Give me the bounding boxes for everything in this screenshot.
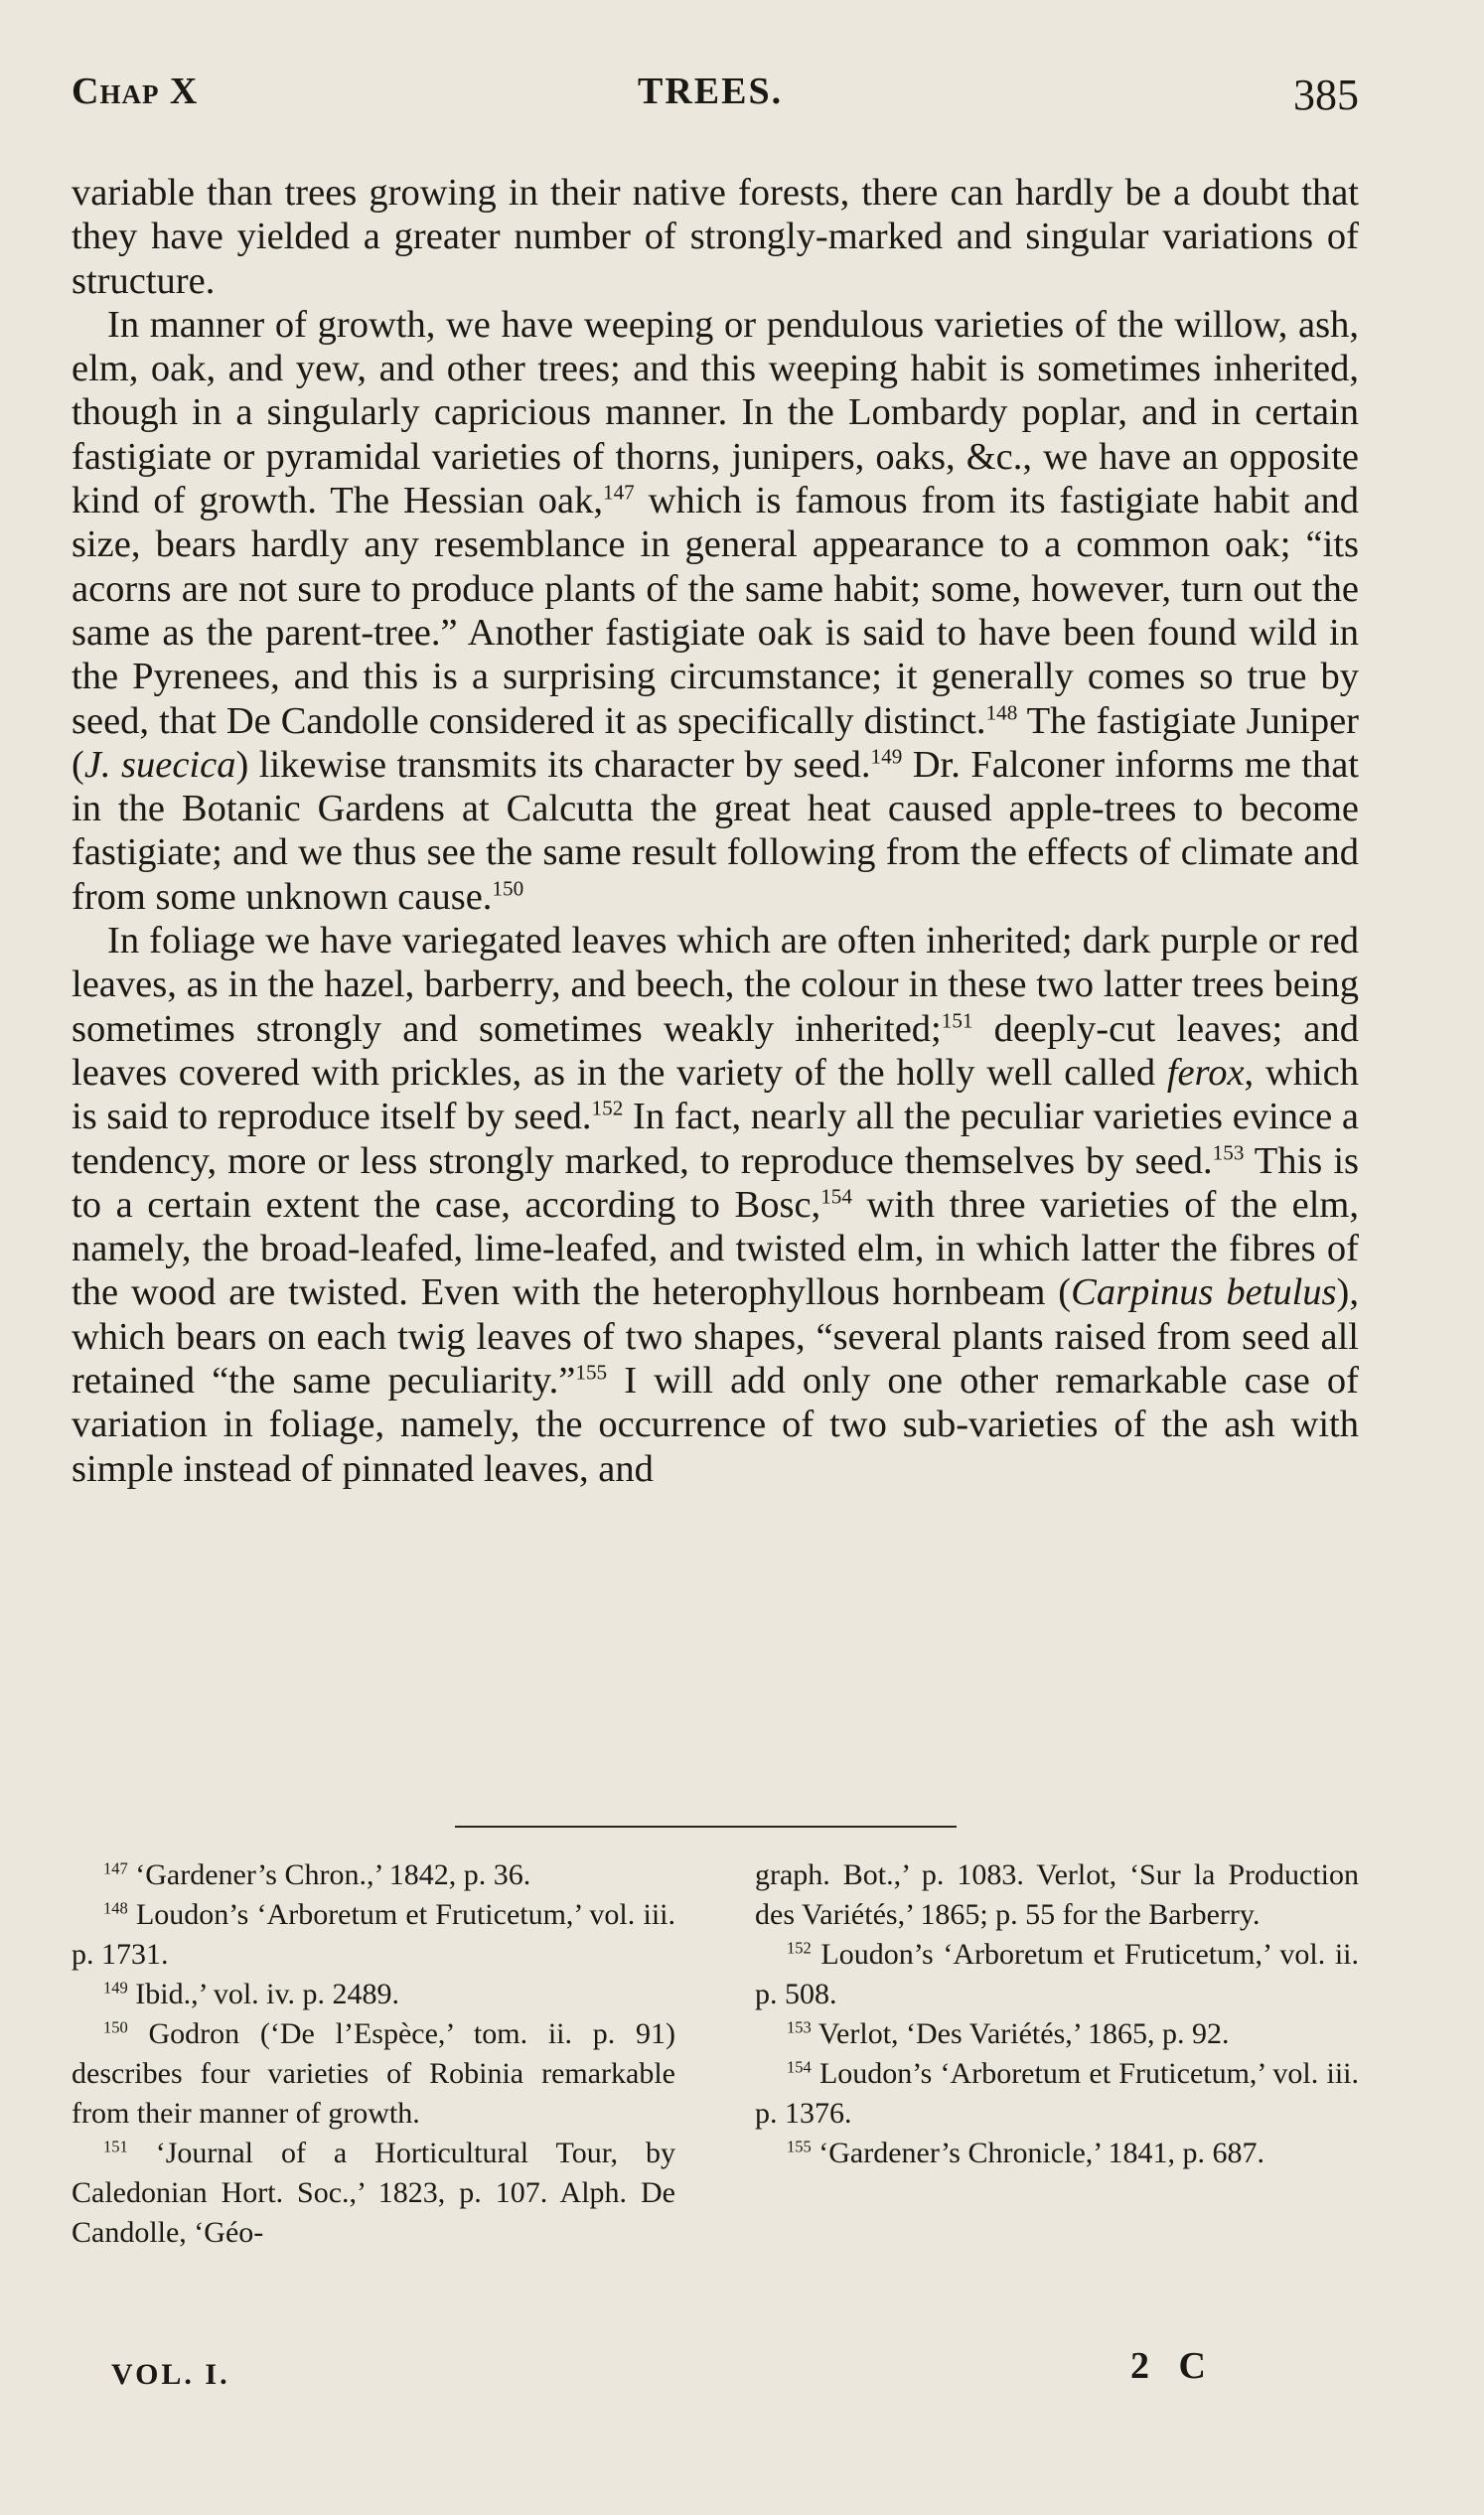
running-header [72, 70, 1359, 129]
footnote-ref: 149 [870, 744, 903, 769]
italic-term: Carpinus betulus [1071, 1271, 1337, 1314]
footnote-ref: 151 [941, 1007, 973, 1032]
footnotes-right-column [755, 1855, 1359, 2253]
italic-term: ferox [1166, 1051, 1245, 1094]
running-title: TREES. [638, 71, 784, 112]
footnote-149: $^{149}$ Ibid.,’ vol. iv. p. 2489. [103, 1978, 400, 2010]
footnote-147: $^{147}$ ‘Gardener’s Chron.,’ 1842, p. 36. [103, 1858, 531, 1891]
footnote-148: $^{148}$ Loudon’s ‘Arboretum et Fruticetum,’ vol. iii. p. 1731. [72, 1898, 675, 1971]
footnote-ref: 154 [820, 1184, 852, 1209]
footnote-155: $^{155}$ ‘Gardener’s Chronicle,’ 1841, p. 687. [787, 2137, 1265, 2169]
footnote-151-continued: graph. Bot.,’ p. 1083. Verlot, ‘Sur la Production des Variétés,’ 1865; p. 55 for the Barberry. [755, 1858, 1359, 1931]
footnote-ref: 155 [575, 1360, 608, 1385]
italic-term: J. suecica [83, 743, 236, 786]
footnote-153: $^{153}$ Verlot, ‘Des Variétés,’ 1865, p. 92. [787, 2017, 1230, 2050]
footnote-151: $^{151}$ ‘Journal of a Horticultural Tour, by Caledonian Hort. Soc.,’ 1823, p. 107. Alph. De Candolle, ‘Géo- [72, 2137, 675, 2249]
chapter-label: Chap X [72, 71, 199, 112]
footnote-154: $^{154}$ Loudon’s ‘Arboretum et Fruticetum,’ vol. iii. p. 1376. [755, 2057, 1359, 2130]
volume-label: VOL. I. [111, 2358, 230, 2391]
footnote-ref: 150 [492, 876, 524, 900]
footnote-ref: 152 [591, 1096, 624, 1120]
footnote-ref: 147 [603, 480, 635, 505]
paragraph-2: In manner of growth, we have weeping or pendulous varieties of the willow, ash, elm, oak, and yew, and other trees; and this weeping habit is sometimes inherited, though in a singularly capricious manner. In the Lombardy poplar, and in certain fastigiate or pyramidal varieties of thorns, junipers, oaks, &c., we have an opposite kind of growth. The Hessian oak,$^{147}$ which is famous from its fastigiate habit and size, bears hardly any resemblance in general appearance to a common oak; “its acorns are not sure to produce plants of the same habit; some, however, turn out the same as the parent-tree.” Another fastigiate oak is said to have been found wild in the Pyrenees, and this is a surprising circumstance; it generally comes so true by seed, that De Candolle considered it as specifically distinct.$^{148}$ The fastigiate Juniper (J. suecica) likewise transmits its character by seed.$^{149}$ Dr. Falconer informs me that in the Botanic Gardens at Calcutta the great heat caused apple-trees to become fastigiate; and we thus see the same result following from the effects of climate and from some unknown cause.$^{150}$ [72, 303, 1359, 918]
body-text [72, 171, 1359, 1491]
footnotes [72, 1855, 1359, 2253]
footnote-152: $^{152}$ Loudon’s ‘Arboretum et Fruticetum,’ vol. ii. p. 508. [755, 1938, 1359, 2010]
footnote-ref: 153 [1212, 1139, 1245, 1164]
page-number: 385 [1293, 71, 1359, 119]
signature-mark: 2 C [1130, 2345, 1216, 2387]
footnote-ref: 148 [985, 699, 1018, 724]
footnote-divider [455, 1826, 957, 1828]
paragraph-3: In foliage we have variegated leaves which are often inherited; dark purple or red leaves, as in the hazel, barberry, and beech, the colour in these two latter trees being sometimes strongly and sometimes weakly inherited;$^{151}$ deeply-cut leaves; and leaves covered with prickles, as in the variety of the holly well called ferox, which is said to reproduce itself by seed.$^{152}$ In fact, nearly all the peculiar varieties evince a tendency, more or less strongly marked, to reproduce themselves by seed.$^{153}$ This is to a certain extent the case, according to Bosc,$^{154}$ with three varieties of the elm, namely, the broad-leafed, lime-leafed, and twisted elm, in which latter the fibres of the wood are twisted. Even with the heterophyllous hornbeam (Carpinus betulus), which bears on each twig leaves of two shapes, “several plants raised from seed all retained “the same peculiarity.”$^{155}$ I will add only one other remarkable case of variation in foliage, namely, the occurrence of two sub-varieties of the ash with simple instead of pinnated leaves, and [72, 920, 1360, 1490]
footnote-150: $^{150}$ Godron (‘De l’Espèce,’ tom. ii. p. 91) describes four varieties of Robinia remarkable from their manner of growth. [72, 2017, 675, 2130]
paragraph-1: variable than trees growing in their native forests, there can hardly be a doubt that they have yielded a greater number of strongly-marked and singular variations of structure. [72, 172, 1359, 302]
footnotes-left-column [72, 1855, 675, 2253]
